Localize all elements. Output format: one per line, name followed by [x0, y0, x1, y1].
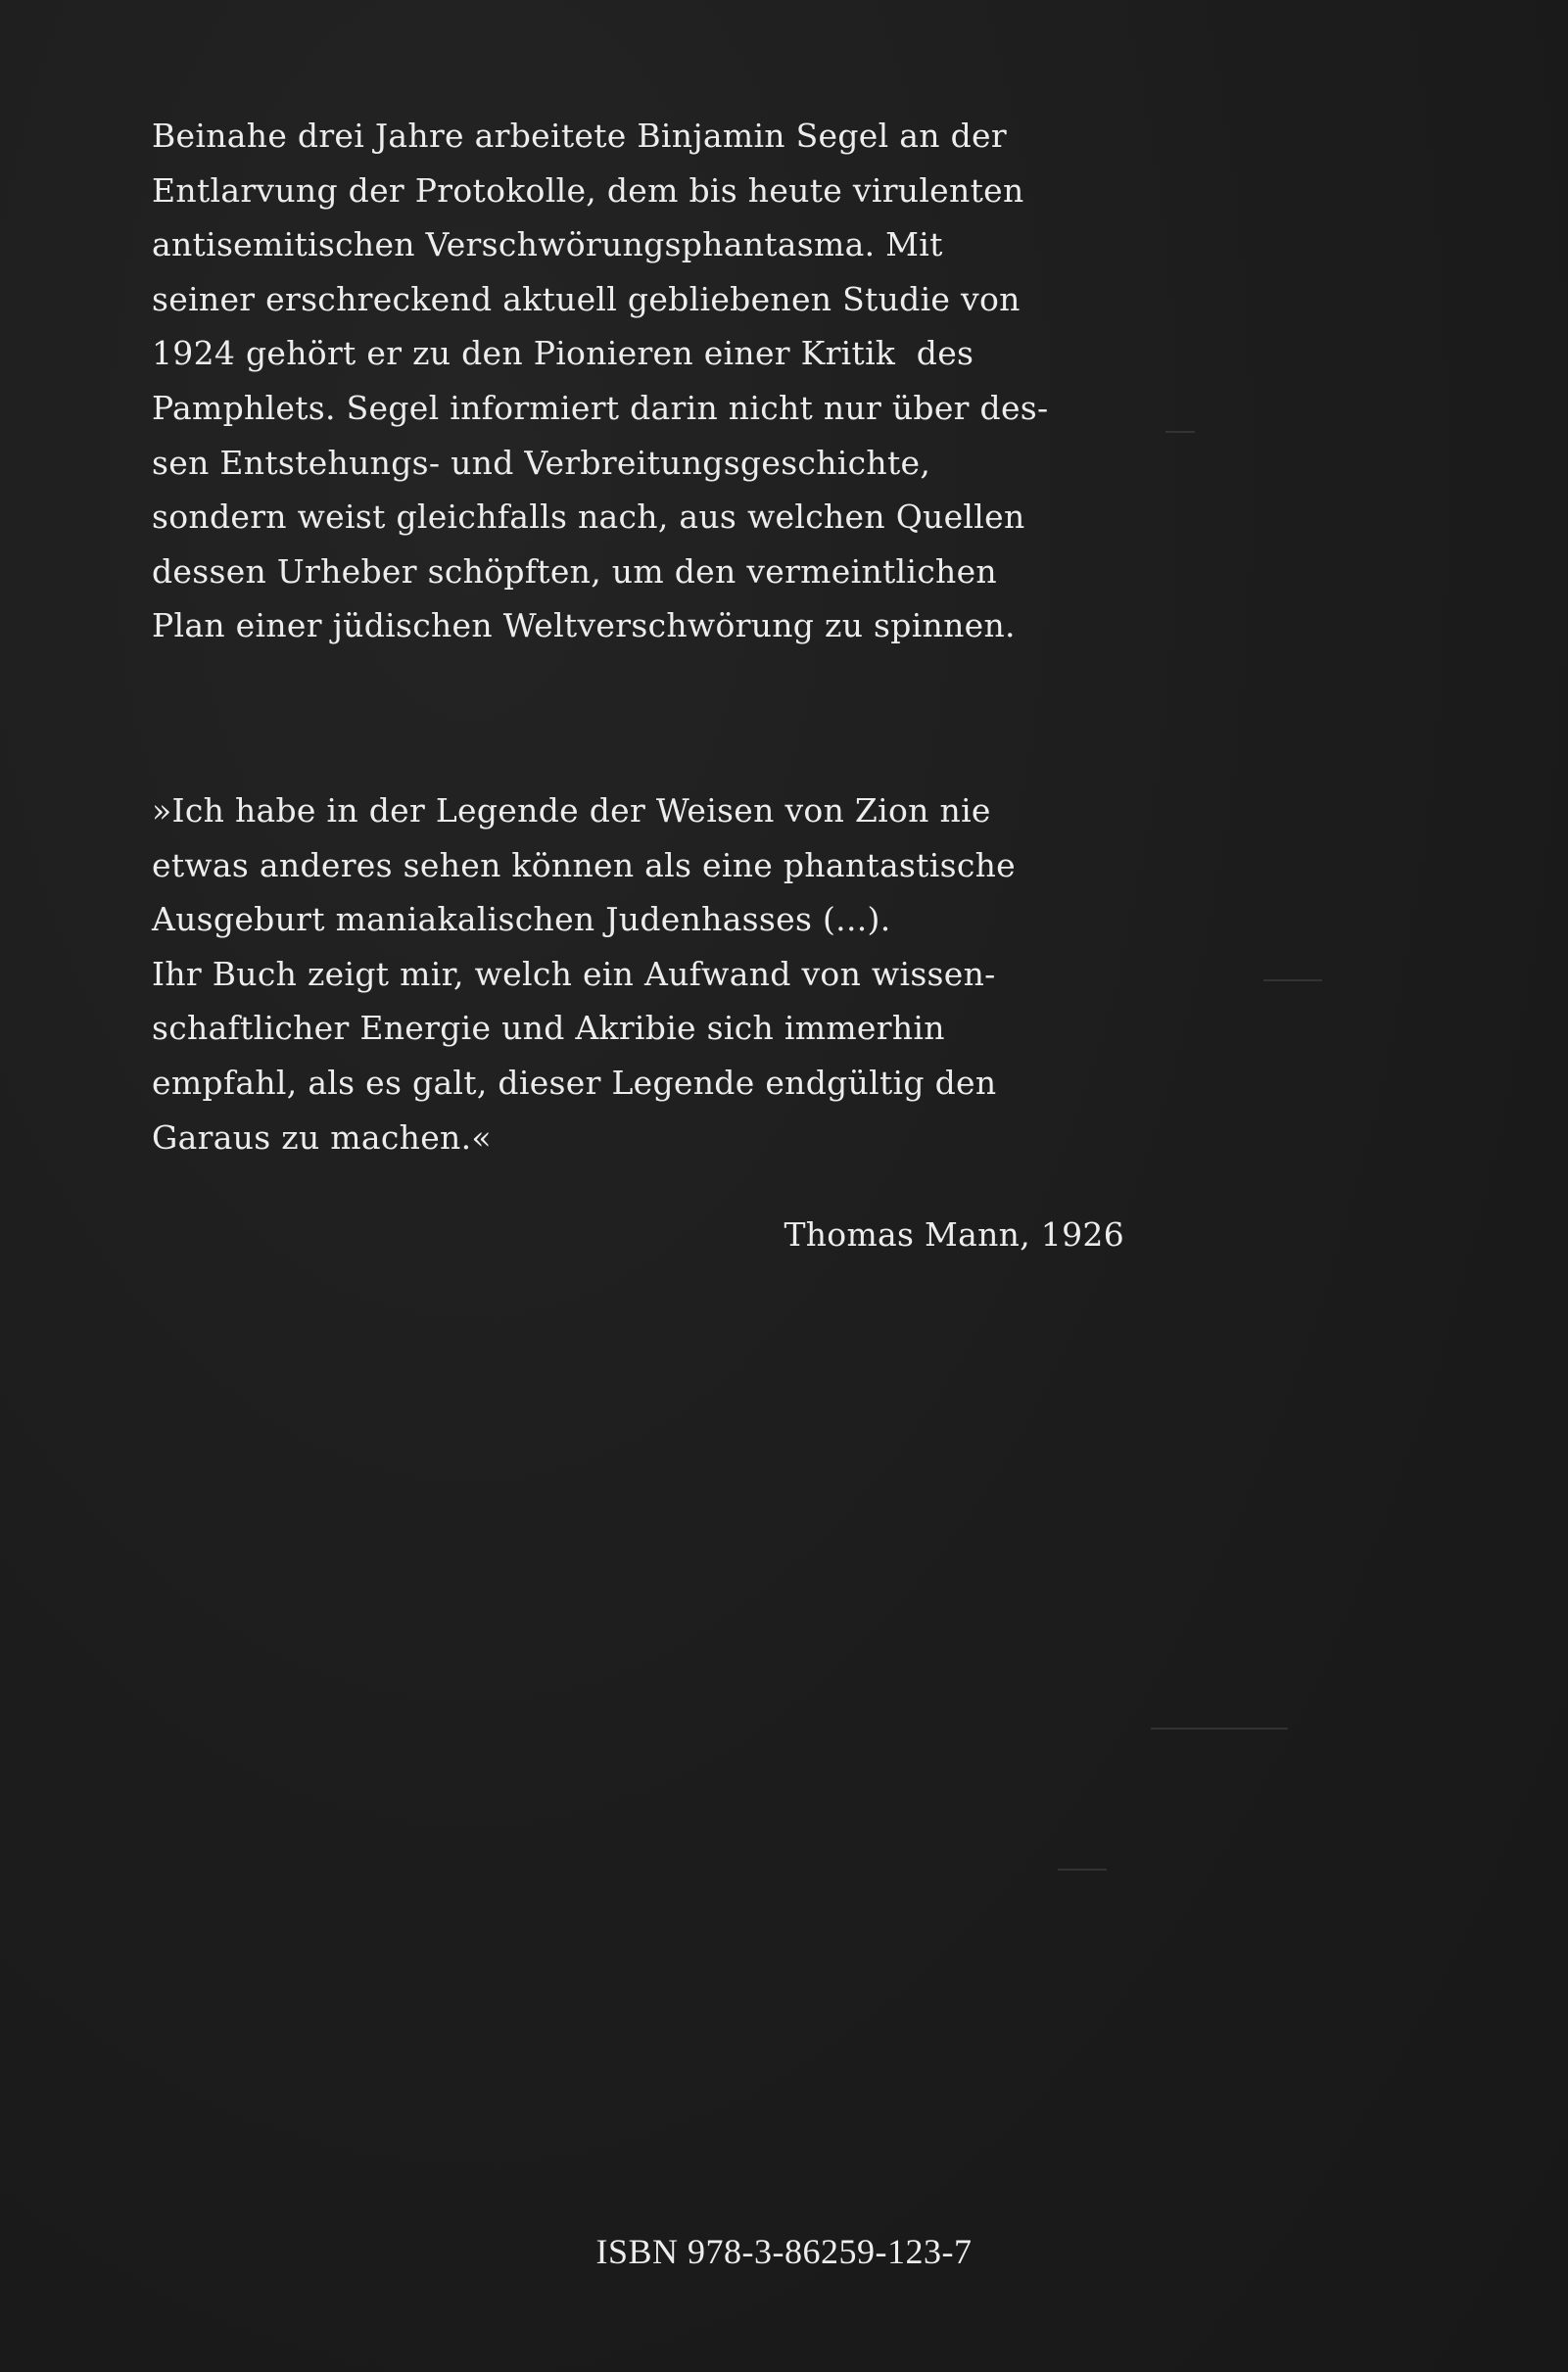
quote-line: Ausgeburt maniakalischen Judenhasses (...).	[152, 900, 891, 939]
surface-scratch	[1151, 1728, 1288, 1730]
blurb-line: seiner erschreckend aktuell gebliebenen Studie von	[152, 279, 1021, 318]
quote-line: etwas anderes sehen können als eine phantastische	[152, 845, 1016, 884]
quote-attribution: Thomas Mann, 1926	[784, 1215, 1124, 1254]
blurb-line: Beinahe drei Jahre arbeitete Binjamin Segel an der	[152, 117, 1007, 155]
blurb-line: sen Entstehungs- und Verbreitungsgeschichte,	[152, 443, 931, 482]
blurb-line: sondern weist gleichfalls nach, aus welchen Quellen	[152, 498, 1025, 537]
surface-scratch	[1263, 979, 1322, 981]
isbn-number: ISBN 978-3-86259-123-7	[595, 2232, 973, 2271]
surface-scratch	[1058, 1869, 1107, 1871]
blurb-paragraph	[152, 109, 1048, 653]
quote-line: Ihr Buch zeigt mir, welch ein Aufwand von wissen-	[152, 954, 996, 993]
quote-line: Garaus zu machen.«	[152, 1117, 492, 1157]
blurb-line: antisemitischen Verschwörungsphantasma. Mit	[152, 225, 943, 264]
blurb-line: Plan einer jüdischen Weltverschwörung zu spinnen.	[152, 606, 1016, 645]
quote-paragraph	[152, 783, 1016, 1164]
blurb-line: 1924 gehört er zu den Pionieren einer Kritik des	[152, 334, 974, 373]
blurb-line: Entlarvung der Protokolle, dem bis heute virulenten	[152, 170, 1024, 210]
quote-line: »Ich habe in der Legende der Weisen von Zion nie	[152, 791, 991, 830]
blurb-line: Pamphlets. Segel informiert darin nicht nur über des-	[152, 388, 1049, 427]
quote-line: schaftlicher Energie und Akribie sich immerhin	[152, 1009, 945, 1048]
blurb-line: dessen Urheber schöpften, um den vermeintlichen	[152, 551, 997, 591]
surface-scratch	[1165, 431, 1195, 433]
quote-line: empfahl, als es galt, dieser Legende endgültig den	[152, 1063, 997, 1102]
